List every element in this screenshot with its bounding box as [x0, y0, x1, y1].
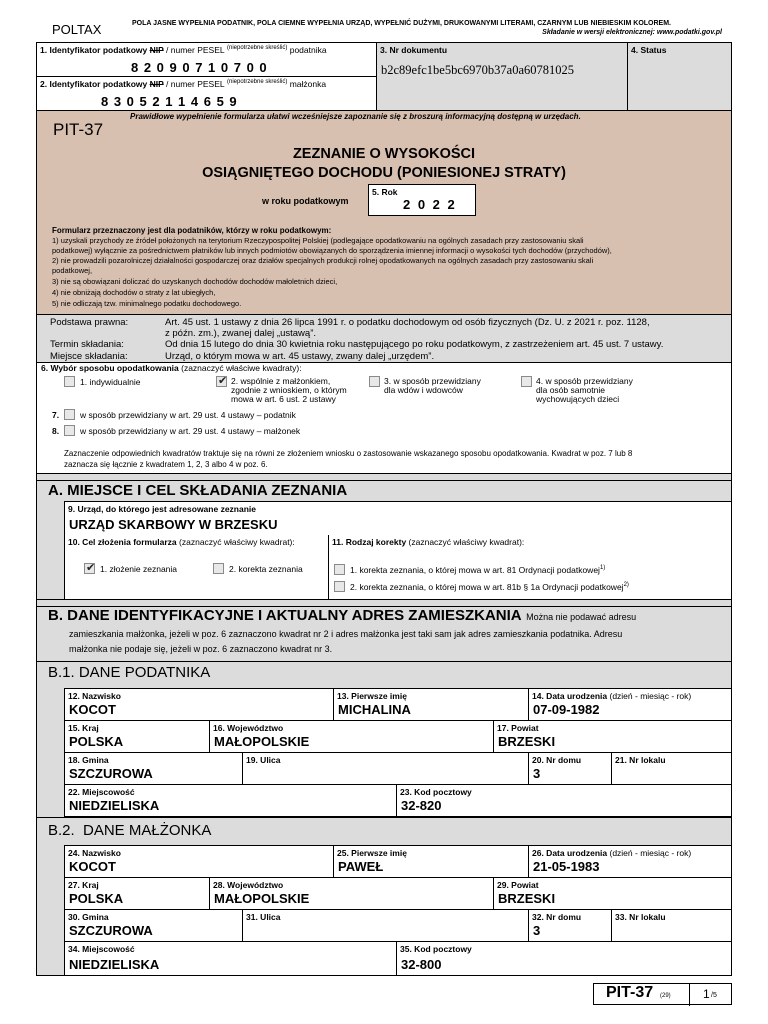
- field-9-tax-office[interactable]: [64, 501, 731, 536]
- field-21-label: 21. Nr lokalu: [615, 755, 666, 765]
- section-b-heading: [48, 608, 728, 625]
- field-15-value: POLSKA: [69, 734, 124, 749]
- field-15-label: 15. Kraj: [68, 723, 99, 733]
- field-18-municipality[interactable]: [65, 753, 243, 785]
- field-12-value: KOCOT: [69, 702, 116, 717]
- field-29-value: BRZESKI: [498, 891, 556, 906]
- section-b-note-a: Można nie podawać adresu: [526, 612, 637, 622]
- field-6-label: 6. Wybór sposobu opodatkowania (zaznaczyć właściwe kwadraty):: [41, 363, 302, 373]
- field-22-locality[interactable]: [65, 785, 397, 817]
- field-14-label: 14. Data urodzenia (dzień - miesiąc - rok): [532, 691, 692, 701]
- field-28-value: MAŁOPOLSKIE: [214, 891, 310, 906]
- field-21-apartment-number[interactable]: [612, 753, 731, 785]
- field-18-label: 18. Gmina: [68, 755, 109, 765]
- option-10-2-label: 2. korekta zeznania: [229, 564, 303, 574]
- field-16-label: 16. Województwo: [213, 723, 284, 733]
- field-19-label: 19. Ulica: [246, 755, 281, 765]
- field-3-value: b2c89efc1be5bc6970b37a0a60781025: [381, 63, 574, 77]
- field-5-label: 5. Rok: [372, 187, 398, 197]
- guide-note: Prawidłowe wypełnienie formularza ułatwi wcześniejsze zapoznanie się z broszurą informacyjną dostępną w urzędach.: [130, 112, 581, 121]
- form-code: PIT-37: [53, 120, 104, 139]
- field-28-voivodeship[interactable]: [210, 878, 494, 910]
- field-17-county[interactable]: [494, 721, 731, 753]
- footer-page-total: /5: [711, 992, 717, 999]
- section-b-note: zamieszkania małżonka, jeżeli w poz. 6 zaznaczono kwadrat nr 2 i adres małżonka jest taki sam jak adres zamieszkania podatnika. Adresu małżonka nie podaje się, jeżeli w poz. 6 zaznaczono kwadrat nr 3.: [69, 629, 623, 654]
- b2-divider: [37, 817, 731, 818]
- field-17-label: 17. Powiat: [497, 723, 539, 733]
- field-26-value: 21-05-1983: [533, 859, 600, 874]
- year-text: w roku podatkowym: [262, 196, 349, 206]
- intended-item-1: 1) uzyskali przychody ze źródeł położonych na terytorium Rzeczypospolitej Polskiej (podlegające opodatkowaniu na ogólnych zasadach przy zastosowaniu skali podatkowej) wyłącznie za pośrednictwem płatników lub innych podmiotów obowiązanych do sporządzenia imiennej informacji o wysokości tych dochodów (przychodów),: [52, 236, 612, 255]
- field-33-apartment-number[interactable]: [612, 910, 731, 942]
- field-9-value: URZĄD SKARBOWY W BRZESKU: [69, 517, 278, 532]
- field-34-value: NIEDZIELISKA: [69, 957, 160, 972]
- field-2-label: 2. Identyfikator podatkowy NIP / numer PESEL $^{(niepotrzebne skreślić)}$ małżonka: [40, 79, 327, 89]
- field-34-locality[interactable]: [65, 942, 397, 975]
- checkbox-11-2[interactable]: [334, 581, 345, 592]
- field-35-label: 35. Kod pocztowy: [400, 944, 472, 954]
- option-11-1-label: 1. korekta zeznania, o której mowa w art. 81 Ordynacji podatkowej$^{1)}$: [350, 565, 606, 575]
- checkbox-8[interactable]: [64, 425, 75, 436]
- e-filing-note: Składanie w wersji elektronicznej: www.podatki.gov.pl: [542, 29, 722, 36]
- field-23-label: 23. Kod pocztowy: [400, 787, 472, 797]
- field-16-voivodeship[interactable]: [210, 721, 494, 753]
- b1-title: B.1. DANE PODATNIKA: [48, 664, 211, 681]
- field-25-value: PAWEŁ: [338, 859, 384, 874]
- field-17-value: BRZESKI: [498, 734, 556, 749]
- section-b-title: B. DANE IDENTYFIKACYJNE I AKTUALNY ADRES ZAMIESZKANIA: [48, 607, 522, 624]
- field-22-value: NIEDZIELISKA: [69, 798, 160, 813]
- option-6-4-label: 4. w sposób przewidziany dla osób samotnie wychowujących dzieci: [536, 376, 633, 404]
- field-34-label: 34. Miejscowość: [68, 944, 135, 954]
- field-27-label: 27. Kraj: [68, 880, 99, 890]
- footer-form-code: PIT-37: [606, 984, 654, 1001]
- field-24-label: 24. Nazwisko: [68, 848, 121, 858]
- field-7-number: 7.: [52, 410, 60, 420]
- b1-divider: [37, 661, 731, 662]
- field-15-country[interactable]: [65, 721, 210, 753]
- option-6-3-label: 3. w sposób przewidziany dla wdów i wdowców: [384, 376, 481, 395]
- field-23-value: 32-820: [401, 798, 442, 813]
- field-9-label: 9. Urząd, do którego jest adresowane zeznanie: [68, 504, 256, 514]
- field-14-value: 07-09-1982: [533, 702, 600, 717]
- deadline-key: Termin składania:: [50, 339, 124, 350]
- checkbox-11-1[interactable]: [334, 564, 345, 575]
- field-8-number: 8.: [52, 426, 60, 436]
- option-10-1-label: 1. złożenie zeznania: [100, 564, 178, 574]
- field-19-street[interactable]: [243, 753, 529, 785]
- field-32-label: 32. Nr domu: [532, 912, 582, 922]
- checkbox-10-2[interactable]: [213, 563, 224, 574]
- checkbox-10-1[interactable]: [84, 563, 95, 574]
- legal-basis-key: Podstawa prawna:: [50, 317, 129, 328]
- section-a-title: A. MIEJSCE I CEL SKŁADANIA ZEZNANIA: [48, 482, 348, 499]
- field-5-value: 2 0 2 2: [403, 197, 457, 212]
- field-3-document-number: [377, 43, 628, 111]
- field-30-value: SZCZUROWA: [69, 923, 153, 938]
- field-1-value: 8 2 0 9 0 7 1 0 7 0 0: [131, 60, 268, 75]
- footer-page-number: 1: [703, 987, 710, 1001]
- field-20-label: 20. Nr domu: [532, 755, 582, 765]
- field-5-year[interactable]: [368, 184, 476, 216]
- field-30-municipality[interactable]: [65, 910, 243, 942]
- field-35-postal-code[interactable]: [397, 942, 731, 975]
- field-20-house-number[interactable]: [529, 753, 612, 785]
- field-32-value: 3: [533, 923, 541, 938]
- field-1-taxpayer-id[interactable]: [37, 43, 377, 77]
- field-24-surname[interactable]: [65, 846, 334, 878]
- field-18-value: SZCZUROWA: [69, 766, 153, 781]
- checkbox-6-4[interactable]: [521, 376, 532, 387]
- footer-separator: [689, 984, 690, 1006]
- option-11-2-label: 2. korekta zeznania, o której mowa w art. 81b § 1a Ordynacji podatkowej$^{2)}$: [350, 582, 629, 592]
- field-13-label: 13. Pierwsze imię: [337, 691, 407, 701]
- field-24-value: KOCOT: [69, 859, 116, 874]
- option-7-label: w sposób przewidziany w art. 29 ust. 4 ustawy – podatnik: [80, 410, 296, 420]
- field-16-value: MAŁOPOLSKIE: [214, 734, 310, 749]
- checkbox-6-3[interactable]: [369, 376, 380, 387]
- field-35-value: 32-800: [401, 957, 442, 972]
- field-11-label: 11. Rodzaj korekty (zaznaczyć właściwy kwadrat):: [332, 537, 525, 547]
- field-28-label: 28. Województwo: [213, 880, 284, 890]
- intended-item-5: 5) nie odliczają tzw. minimalnego podatku dochodowego.: [52, 299, 242, 308]
- field-25-first-name[interactable]: [334, 846, 529, 878]
- field-6-note: Zaznaczenie odpowiednich kwadratów traktuje się na równi ze złożeniem wniosku o zastosowanie wskazanego sposobu opodatkowania. Kwadrat w poz. 7 lub 8 zaznacza się łącznie z kwadratem 1, 2, 3 albo 4 w poz. 6.: [64, 449, 633, 469]
- field-29-label: 29. Powiat: [497, 880, 539, 890]
- field-13-first-name[interactable]: [334, 689, 529, 721]
- place-value: Urząd, o którym mowa w art. 45 ustawy, zwany dalej „urzędem”.: [165, 351, 435, 362]
- field-4-label: 4. Status: [631, 45, 667, 55]
- form-title-line1: ZEZNANIE O WYSOKOŚCI: [292, 146, 476, 162]
- instructions-line: POLA JASNE WYPEŁNIA PODATNIK, POLA CIEMNE WYPEŁNIA URZĄD, WYPEŁNIĆ DUŻYMI, DRUKOWANYMI LITERAMI, CZARNYM LUB NIEBIESKIM KOLOREM.: [132, 20, 671, 27]
- field-31-street[interactable]: [243, 910, 529, 942]
- b2-title: B.2. DANE MAŁŻONKA: [48, 822, 212, 839]
- field-32-house-number[interactable]: [529, 910, 612, 942]
- field-20-value: 3: [533, 766, 541, 781]
- field-2-spouse-id[interactable]: [37, 77, 377, 111]
- place-key: Miejsce składania:: [50, 351, 128, 362]
- legal-basis-value: Art. 45 ust. 1 ustawy z dnia 26 lipca 1991 r. o podatku dochodowym od osób fizycznych (Dz. U. z 2021 r. poz. 1128, z późn. zm.), zwanej dalej „ustawą”.: [165, 317, 650, 339]
- field-12-label: 12. Nazwisko: [68, 691, 121, 701]
- field-26-label: 26. Data urodzenia (dzień - miesiąc - rok): [532, 848, 692, 858]
- intended-item-3: 3) nie są obowiązani doliczać do uzyskanych dochodów dochodów małoletnich dzieci,: [52, 277, 338, 286]
- field-10-label: 10. Cel złożenia formularza (zaznaczyć właściwy kwadrat):: [68, 537, 295, 547]
- field-25-label: 25. Pierwsze imię: [337, 848, 407, 858]
- form-title-line2: OSIĄGNIĘTEGO DOCHODU (PONIESIONEJ STRATY): [202, 165, 566, 181]
- intended-item-4: 4) nie obniżają dochodów o straty z lat ubiegłych,: [52, 288, 216, 297]
- field-13-value: MICHALINA: [338, 702, 411, 717]
- field-1-label: 1. Identyfikator podatkowy NIP / numer PESEL $^{(niepotrzebne skreślić)}$ podatnika: [40, 45, 327, 55]
- field-4-status: [628, 43, 731, 111]
- intended-heading: Formularz przeznaczony jest dla podatników, którzy w roku podatkowym:: [52, 226, 332, 235]
- field-22-label: 22. Miejscowość: [68, 787, 135, 797]
- field-23-postal-code[interactable]: [397, 785, 731, 817]
- field-14-birth-date[interactable]: [529, 689, 731, 721]
- field-29-county[interactable]: [494, 878, 731, 910]
- option-6-2-label: 2. wspólnie z małżonkiem, zgodnie z wnioskiem, o którym mowa w art. 6 ust. 2 ustawy: [231, 376, 347, 404]
- checkbox-6-1[interactable]: [64, 376, 75, 387]
- field-26-birth-date[interactable]: [529, 846, 731, 878]
- field-27-country[interactable]: [65, 878, 210, 910]
- option-6-1-label: 1. indywidualnie: [80, 377, 141, 387]
- poltax-label: POLTAX: [52, 22, 102, 37]
- intended-item-2: 2) nie prowadzili pozarolniczej działalności gospodarczej oraz działów specjalnych produkcji rolnej opodatkowanych na ogólnych zasadach przy zastosowaniu skali podatkowej,: [52, 256, 594, 275]
- field-2-value: 8 3 0 5 2 1 1 4 6 5 9: [101, 94, 238, 109]
- option-8-label: w sposób przewidziany w art. 29 ust. 4 ustawy – małżonek: [80, 426, 301, 436]
- field-33-label: 33. Nr lokalu: [615, 912, 666, 922]
- field-31-label: 31. Ulica: [246, 912, 281, 922]
- checkbox-6-2[interactable]: [216, 376, 227, 387]
- field-3-label: 3. Nr dokumentu: [380, 45, 448, 55]
- deadline-value: Od dnia 15 lutego do dnia 30 kwietnia roku następującego po roku podatkowym, z zastrzeżeniem art. 45 ust. 7 ustawy.: [165, 339, 664, 350]
- field-30-label: 30. Gmina: [68, 912, 109, 922]
- checkbox-7[interactable]: [64, 409, 75, 420]
- footer-version: (29): [660, 993, 671, 999]
- field-12-surname[interactable]: [65, 689, 334, 721]
- field-27-value: POLSKA: [69, 891, 124, 906]
